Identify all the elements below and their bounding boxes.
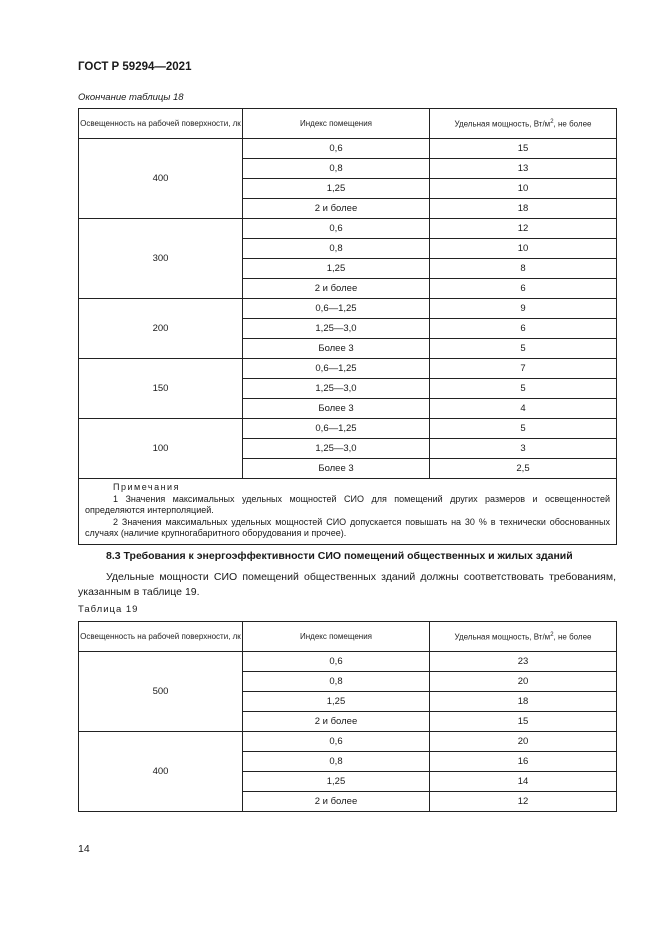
- power-cell: 8: [430, 259, 617, 279]
- power-cell: 5: [430, 419, 617, 439]
- table18-body: [79, 139, 617, 479]
- room-index-cell: 0,8: [243, 159, 430, 179]
- section-paragraph: Удельные мощности СИО помещений общественных зданий должны соответствовать требованиям, указанным в таблице 19.: [78, 571, 616, 598]
- room-index-cell: 2 и более: [243, 199, 430, 219]
- room-index-cell: 0,6: [243, 732, 430, 752]
- table19-body: [79, 652, 617, 812]
- table18-notes: [79, 479, 617, 545]
- power-cell: 10: [430, 239, 617, 259]
- power-cell: 20: [430, 672, 617, 692]
- illuminance-cell: 300: [79, 219, 243, 299]
- room-index-cell: 1,25: [243, 259, 430, 279]
- power-cell: 12: [430, 219, 617, 239]
- table-row: [79, 299, 617, 319]
- notes-title: Примечания: [113, 482, 180, 492]
- power-cell: 13: [430, 159, 617, 179]
- power-cell: 5: [430, 379, 617, 399]
- table-row: [79, 139, 617, 159]
- section-heading: 8.3 Требования к энергоэффективности СИО помещений общественных и жилых зданий: [106, 550, 573, 562]
- room-index-cell: Более 3: [243, 399, 430, 419]
- table-row: [79, 219, 617, 239]
- illuminance-cell: 400: [79, 732, 243, 812]
- table19-caption: Таблица 19: [78, 604, 139, 615]
- page-number: 14: [78, 843, 90, 855]
- room-index-cell: 0,6—1,25: [243, 359, 430, 379]
- room-index-cell: 0,6—1,25: [243, 299, 430, 319]
- room-index-cell: 1,25: [243, 772, 430, 792]
- table18-header-index: Индекс помещения: [243, 109, 430, 139]
- illuminance-cell: 200: [79, 299, 243, 359]
- power-cell: 15: [430, 712, 617, 732]
- power-cell: 5: [430, 339, 617, 359]
- room-index-cell: 2 и более: [243, 279, 430, 299]
- table-row: [79, 419, 617, 439]
- table19-header-illuminance: Освещенность на рабочей поверхности, лк: [79, 622, 243, 652]
- room-index-cell: 1,25: [243, 179, 430, 199]
- table18-header-illuminance: Освещенность на рабочей поверхности, лк: [79, 109, 243, 139]
- room-index-cell: 0,8: [243, 239, 430, 259]
- room-index-cell: 0,6: [243, 219, 430, 239]
- power-cell: 16: [430, 752, 617, 772]
- illuminance-cell: 100: [79, 419, 243, 479]
- power-cell: 7: [430, 359, 617, 379]
- power-cell: 14: [430, 772, 617, 792]
- illuminance-cell: 500: [79, 652, 243, 732]
- power-cell: 4: [430, 399, 617, 419]
- room-index-cell: 0,8: [243, 752, 430, 772]
- power-cell: 15: [430, 139, 617, 159]
- power-cell: 3: [430, 439, 617, 459]
- room-index-cell: 1,25—3,0: [243, 439, 430, 459]
- table-row: [79, 359, 617, 379]
- illuminance-cell: 400: [79, 139, 243, 219]
- power-cell: 2,5: [430, 459, 617, 479]
- note-1: 1 Значения максимальных удельных мощностей СИО для помещений других размеров и освещенностей определяются интерполяцией.: [85, 493, 610, 515]
- power-cell: 9: [430, 299, 617, 319]
- room-index-cell: Более 3: [243, 459, 430, 479]
- room-index-cell: 2 и более: [243, 792, 430, 812]
- room-index-cell: Более 3: [243, 339, 430, 359]
- table18: [78, 108, 617, 545]
- table-row: [79, 732, 617, 752]
- power-cell: 18: [430, 692, 617, 712]
- table18-header-power: Удельная мощность, $Вт/м^2$, не более: [430, 109, 617, 139]
- note-2: 2 Значения максимальных удельных мощностей СИО допускается повышать на 30 % в технически обоснованных случаях (наличие крупногабаритного оборудования и прочее).: [85, 516, 610, 538]
- room-index-cell: 0,6: [243, 652, 430, 672]
- document-id: ГОСТ Р 59294—2021: [78, 61, 192, 73]
- table18-caption: Окончание таблицы 18: [78, 92, 184, 103]
- table19-header-index: Индекс помещения: [243, 622, 430, 652]
- power-cell: 18: [430, 199, 617, 219]
- power-cell: 6: [430, 279, 617, 299]
- room-index-cell: 0,6: [243, 139, 430, 159]
- power-cell: 10: [430, 179, 617, 199]
- power-cell: 23: [430, 652, 617, 672]
- power-cell: 12: [430, 792, 617, 812]
- power-cell: 20: [430, 732, 617, 752]
- room-index-cell: 0,6—1,25: [243, 419, 430, 439]
- illuminance-cell: 150: [79, 359, 243, 419]
- room-index-cell: 1,25: [243, 692, 430, 712]
- room-index-cell: 1,25—3,0: [243, 319, 430, 339]
- room-index-cell: 2 и более: [243, 712, 430, 732]
- room-index-cell: 1,25—3,0: [243, 379, 430, 399]
- table19-header-power: Удельная мощность, $Вт/м^2$, не более: [430, 622, 617, 652]
- room-index-cell: 0,8: [243, 672, 430, 692]
- table-row: [79, 652, 617, 672]
- power-cell: 6: [430, 319, 617, 339]
- table19: [78, 621, 617, 812]
